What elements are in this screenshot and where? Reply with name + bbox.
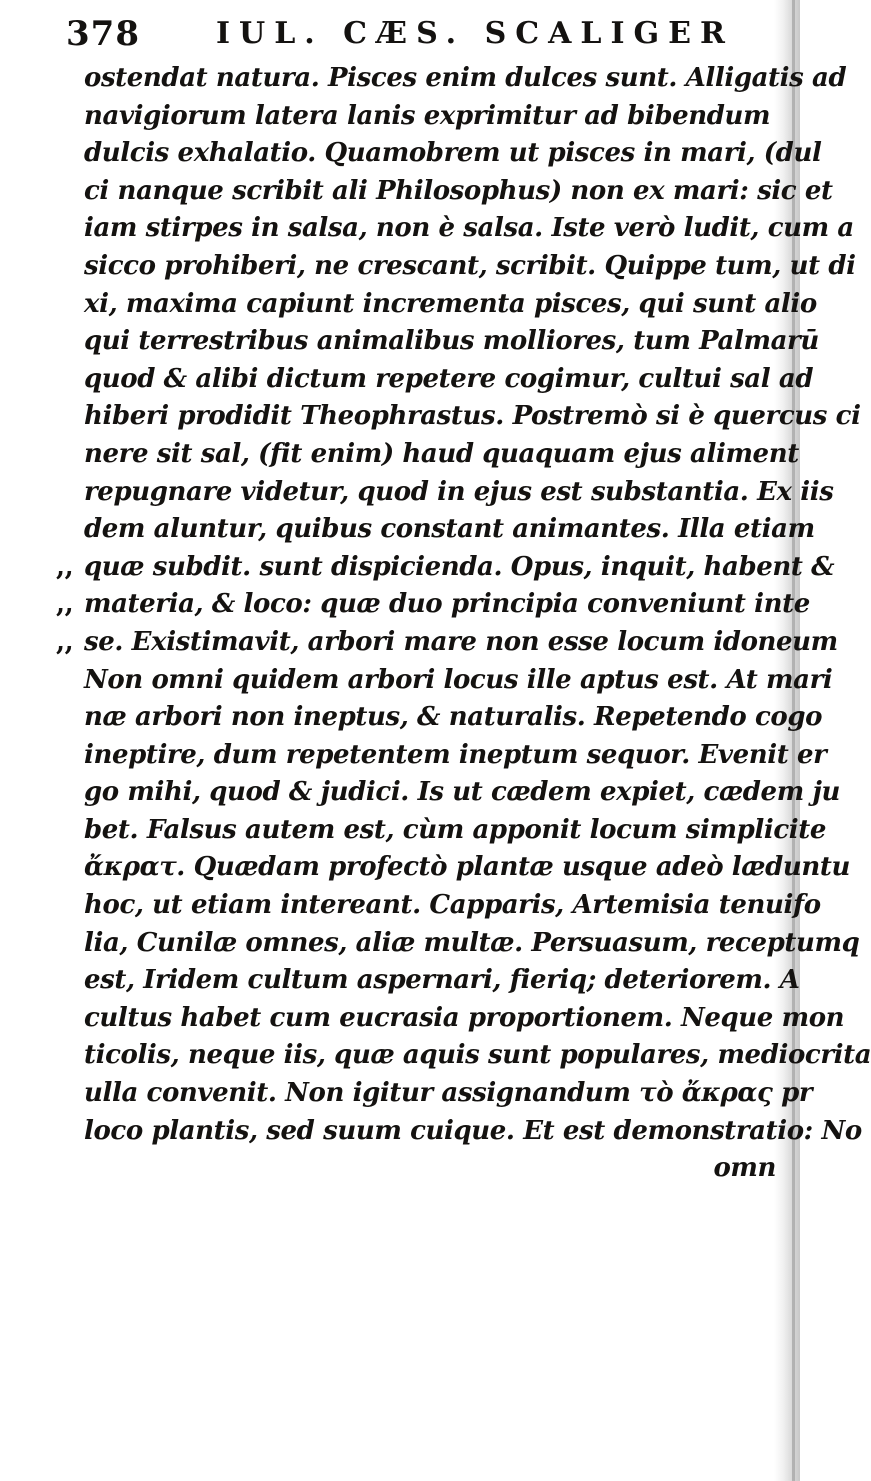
line-text: næ arbori non ineptus, & naturalis. Repetendo cogo [84, 702, 823, 733]
line-text: ci nanque scribit ali Philosophus) non ex mari: sic et [84, 175, 833, 206]
text-line [56, 737, 827, 775]
line-text: Non omni quidem arbori locus ille aptus est. At mari [84, 664, 833, 695]
text-line [56, 887, 821, 925]
page-number: 378 [66, 14, 140, 54]
text-line [56, 586, 810, 624]
line-text: sicco prohiberi, ne crescant, scribit. Quippe tum, ut di [84, 250, 856, 281]
line-text: ticolis, neque iis, quæ aquis sunt populares, mediocrita [84, 1040, 871, 1071]
line-text: ineptire, dum repetentem ineptum sequor. Evenit er [84, 739, 827, 770]
line-text: hoc, ut etiam intereant. Capparis, Artemisia tenuifo [84, 890, 821, 921]
line-text: loco plantis, sed suum cuique. Et est demonstratio: No [84, 1115, 862, 1146]
line-text: ulla convenit. Non igitur assignandum τὸ ἄκρας pr [84, 1078, 813, 1109]
body-text [56, 60, 871, 1188]
text-line [56, 323, 819, 361]
text-line [56, 135, 822, 173]
line-text: dulcis exhalatio. Quamobrem ut pisces in mari, (dul [84, 138, 822, 169]
text-line [56, 699, 823, 737]
text-line [56, 60, 847, 98]
text-line [56, 474, 834, 512]
line-text: repugnare videtur, quod in ejus est substantia. Ex iis [84, 476, 834, 507]
text-line [56, 774, 840, 812]
text-line [56, 1113, 862, 1151]
line-text: navigiorum latera lanis exprimitur ad bibendum [84, 100, 771, 131]
text-line [56, 210, 854, 248]
text-line [56, 549, 835, 587]
text-line [56, 1037, 871, 1075]
quotation-marker: ,, [56, 589, 74, 620]
text-line [56, 361, 814, 399]
quotation-marker: ,, [56, 551, 74, 582]
line-text: xi, maxima capiunt incrementa pisces, qui sunt alio [84, 288, 817, 319]
text-line [56, 511, 815, 549]
line-text: ostendat natura. Pisces enim dulces sunt. Alligatis ad [84, 63, 847, 93]
line-text: iam stirpes in salsa, non è salsa. Iste verò ludit, cum a [84, 213, 854, 244]
line-text: hiberi prodidit Theophrastus. Postremò si è quercus ci [84, 401, 861, 432]
line-text: nere sit sal, (fit enim) haud quaquam ejus aliment [84, 438, 799, 469]
line-text: materia, & loco: quæ duo principia conveniunt inte [84, 589, 810, 620]
line-text: dem aluntur, quibus constant animantes. Illa etiam [84, 514, 815, 545]
line-text: ἄκρατ. Quædam profectò plantæ usque adeò læduntu [84, 852, 851, 883]
text-line [56, 1075, 813, 1113]
text-line [56, 624, 838, 662]
text-line [56, 248, 856, 286]
text-line [56, 173, 833, 211]
line-text: lia, Cunilæ omnes, aliæ multæ. Persuasum, receptumq [84, 927, 860, 958]
line-text: quod & alibi dictum repetere cogimur, cultui sal ad [84, 363, 814, 394]
line-text: cultus habet cum eucrasia proportionem. Neque mon [84, 1002, 845, 1033]
text-line [56, 286, 817, 324]
page-header [66, 14, 766, 54]
text-line [56, 849, 851, 887]
line-text: go mihi, quod & judici. Is ut cædem expiet, cædem ju [84, 777, 840, 808]
line-text: bet. Falsus autem est, cùm apponit locum simplicite [84, 814, 827, 845]
line-text: quæ subdit. sunt dispicienda. Opus, inquit, habent & [84, 551, 835, 582]
quotation-marker: ,, [56, 626, 74, 657]
text-line [56, 98, 788, 136]
catchword-line [56, 1150, 788, 1188]
catchword: omn [713, 1153, 776, 1184]
text-line [56, 436, 799, 474]
text-line [56, 398, 861, 436]
running-head: IUL. CÆS. SCALIGER [216, 16, 734, 51]
text-line [56, 962, 800, 1000]
text-line [56, 662, 833, 700]
text-line [56, 1000, 845, 1038]
line-text: se. Existimavit, arbori mare non esse locum idoneum [84, 626, 838, 657]
text-line [56, 812, 827, 850]
line-text: est, Iridem cultum aspernari, fieriq; deteriorem. A [84, 965, 800, 996]
line-text: qui terrestribus animalibus molliores, tum Palmarū [84, 326, 819, 357]
text-line [56, 925, 860, 963]
